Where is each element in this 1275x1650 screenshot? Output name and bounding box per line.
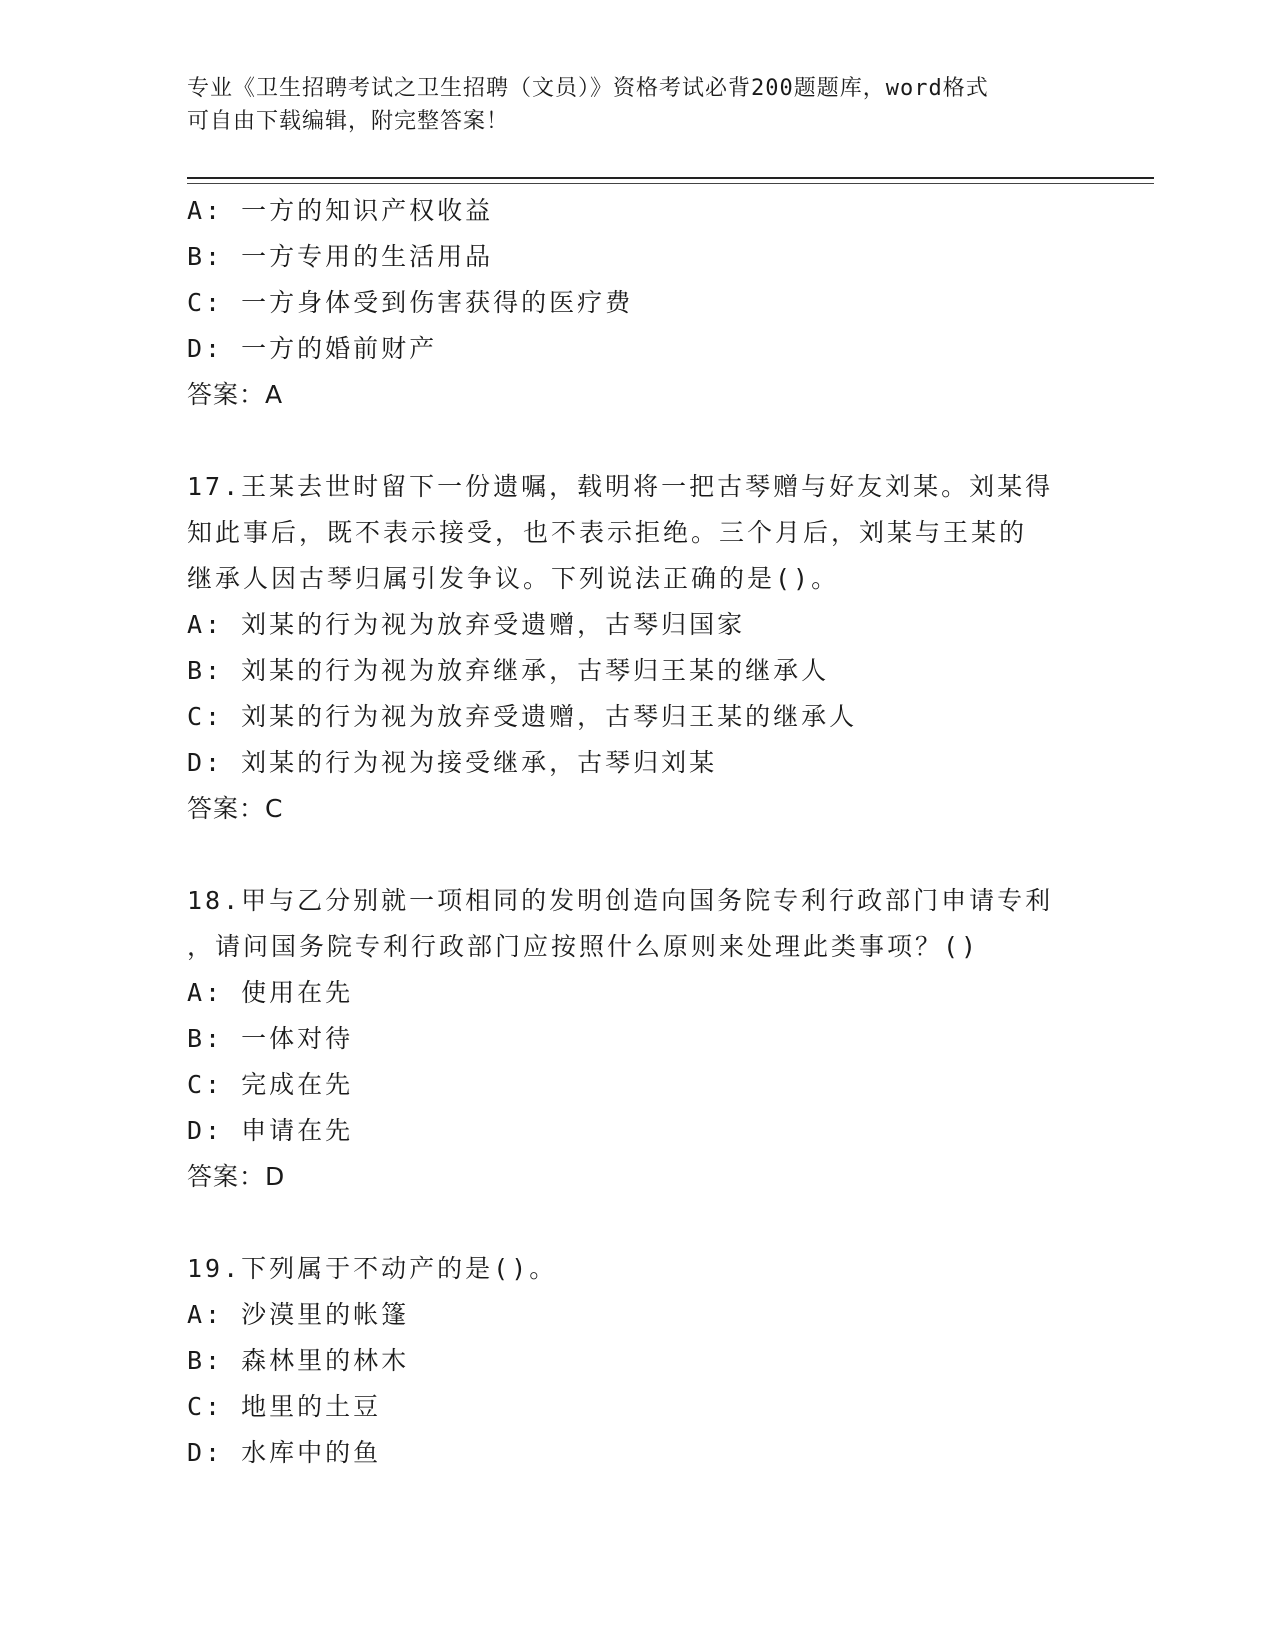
option-b: B: 森林里的林木 bbox=[187, 1346, 410, 1375]
option-a: A: 沙漠里的帐篷 bbox=[187, 1300, 410, 1329]
question-17 bbox=[187, 464, 1087, 832]
spacer bbox=[187, 832, 1087, 878]
header-divider-thin bbox=[187, 183, 1154, 184]
answer-line: 答案：A bbox=[187, 380, 284, 409]
option-d: D: 申请在先 bbox=[187, 1116, 354, 1145]
option-c: C: 地里的土豆 bbox=[187, 1392, 382, 1421]
question-text-line: 17.王某去世时留下一份遗嘱，载明将一把古琴赠与好友刘某。刘某得 bbox=[187, 472, 1054, 501]
option-d: D: 一方的婚前财产 bbox=[187, 334, 438, 363]
option-c: C: 完成在先 bbox=[187, 1070, 354, 1099]
question-text-line: 继承人因古琴归属引发争议。下列说法正确的是()。 bbox=[187, 564, 840, 593]
option-a: A: 使用在先 bbox=[187, 978, 354, 1007]
question-text-line: 知此事后，既不表示接受，也不表示拒绝。三个月后，刘某与王某的 bbox=[187, 518, 1028, 547]
header-divider-thick bbox=[187, 177, 1154, 179]
question-16-partial bbox=[187, 188, 1087, 418]
question-19 bbox=[187, 1246, 1087, 1476]
question-18 bbox=[187, 878, 1087, 1200]
question-text-line: 18.甲与乙分别就一项相同的发明创造向国务院专利行政部门申请专利 bbox=[187, 886, 1054, 915]
question-text-line: 19.下列属于不动产的是()。 bbox=[187, 1254, 558, 1283]
option-a: A: 刘某的行为视为放弃受遗赠，古琴归国家 bbox=[187, 610, 746, 639]
option-b: B: 一体对待 bbox=[187, 1024, 354, 1053]
option-b: B: 一方专用的生活用品 bbox=[187, 242, 494, 271]
answer-line: 答案：D bbox=[187, 1162, 286, 1191]
option-d: D: 刘某的行为视为接受继承，古琴归刘某 bbox=[187, 748, 718, 777]
question-text-line: ，请问国务院专利行政部门应按照什么原则来处理此类事项？() bbox=[187, 932, 980, 961]
question-list bbox=[187, 188, 1087, 1476]
option-a: A: 一方的知识产权收益 bbox=[187, 196, 494, 225]
option-d: D: 水库中的鱼 bbox=[187, 1438, 382, 1467]
option-c: C: 刘某的行为视为放弃受遗赠，古琴归王某的继承人 bbox=[187, 702, 858, 731]
header-line-1: 专业《卫生招聘考试之卫生招聘（文员）》资格考试必背200题题库，word格式 bbox=[187, 76, 989, 101]
spacer bbox=[187, 418, 1087, 464]
spacer bbox=[187, 1200, 1087, 1246]
answer-line: 答案：C bbox=[187, 794, 284, 823]
option-b: B: 刘某的行为视为放弃继承，古琴归王某的继承人 bbox=[187, 656, 830, 685]
option-c: C: 一方身体受到伤害获得的医疗费 bbox=[187, 288, 634, 317]
header-line-2: 可自由下载编辑，附完整答案！ bbox=[187, 109, 510, 134]
document-header bbox=[187, 72, 1087, 138]
